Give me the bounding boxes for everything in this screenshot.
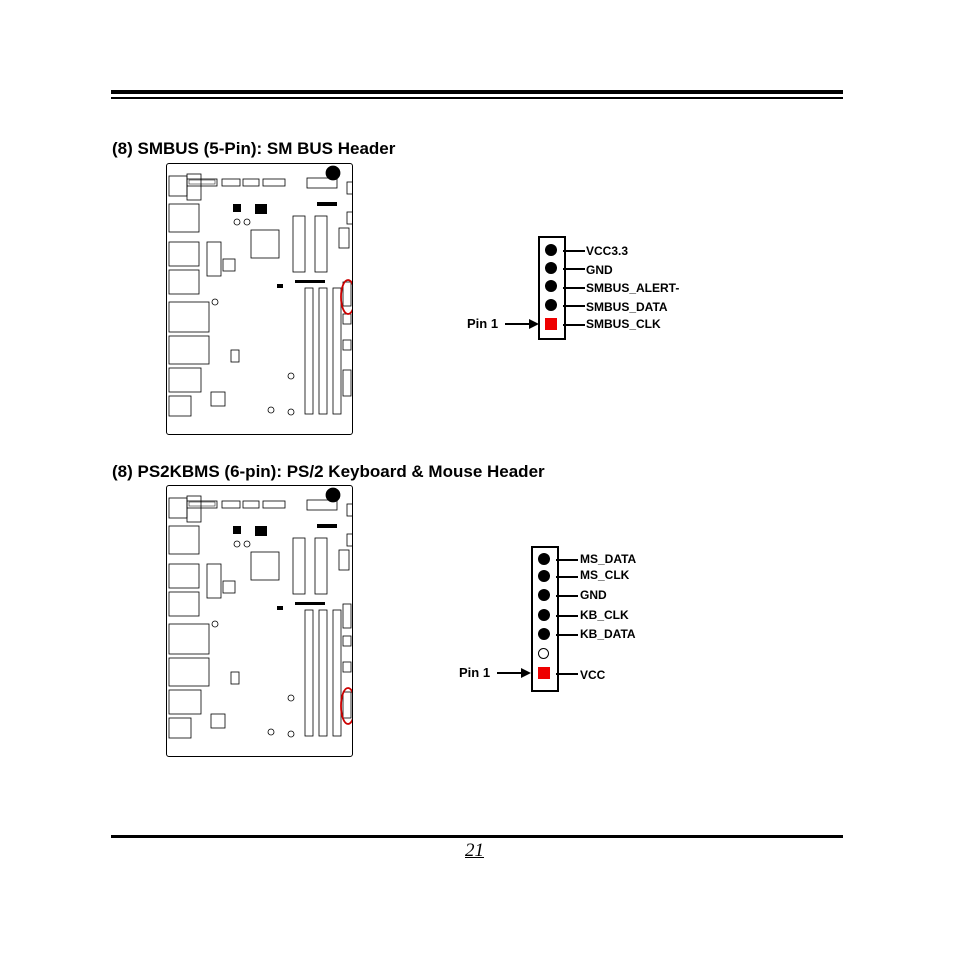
ps2-label-gnd: GND — [580, 588, 607, 602]
ps2-pin-1 — [538, 667, 550, 679]
smbus-pin1-arrow — [505, 318, 539, 330]
ps2-leader-2 — [556, 576, 578, 578]
motherboard-layout — [167, 486, 352, 756]
bottom-rule — [111, 835, 843, 838]
motherboard-diagram-smbus — [166, 163, 353, 435]
ps2-pin-4 — [538, 609, 550, 621]
ps2-leader-5 — [556, 634, 578, 636]
page-number: 21 — [465, 840, 484, 861]
smbus-label-gnd: GND — [586, 263, 613, 277]
smbus-label-vcc: VCC3.3 — [586, 244, 629, 258]
smbus-label-data: SMBUS_DATA — [586, 300, 668, 314]
ps2-pin-2-key — [538, 648, 549, 659]
smbus-heading: (8) SMBUS (5-Pin): SM BUS Header — [112, 139, 396, 158]
smbus-leader-4 — [563, 305, 585, 307]
ps2-pin-3 — [538, 628, 550, 640]
ps2kbms-heading: (8) PS2KBMS (6-pin): PS/2 Keyboard & Mouse Header — [112, 462, 545, 481]
top-rule-thick — [111, 90, 843, 94]
ps2-label-kb-clk: KB_CLK — [580, 608, 629, 622]
ps2-leader-4 — [556, 615, 578, 617]
ps2-label-ms-clk: MS_CLK — [580, 568, 630, 582]
smbus-pin1-label: Pin 1 — [467, 316, 499, 331]
ps2-leader-3 — [556, 595, 578, 597]
motherboard-diagram-ps2 — [166, 485, 353, 757]
smbus-leader-1 — [563, 250, 585, 252]
ps2-label-ms-data: MS_DATA — [580, 552, 637, 566]
smbus-pin-2 — [545, 299, 557, 311]
ps2-pin1-label: Pin 1 — [459, 665, 491, 680]
ps2-leader-7 — [556, 673, 578, 675]
smbus-pin-1 — [545, 318, 557, 330]
ps2-pin-6 — [538, 570, 550, 582]
ps2-leader-1 — [556, 559, 578, 561]
smbus-pin-4 — [545, 262, 557, 274]
top-rule-thin — [111, 97, 843, 99]
ps2-pin-7 — [538, 553, 550, 565]
ps2-pin-5 — [538, 589, 550, 601]
smbus-label-clk: SMBUS_CLK — [586, 317, 661, 331]
ps2-label-vcc: VCC — [580, 668, 606, 682]
smbus-label-alert: SMBUS_ALERT- — [586, 281, 680, 295]
ps2-pin1-arrow — [497, 667, 531, 679]
motherboard-layout — [167, 164, 352, 434]
smbus-leader-2 — [563, 268, 585, 270]
smbus-leader-3 — [563, 287, 585, 289]
smbus-pin-3 — [545, 280, 557, 292]
smbus-leader-5 — [563, 324, 585, 326]
smbus-pin-5 — [545, 244, 557, 256]
ps2-label-kb-data: KB_DATA — [580, 627, 636, 641]
